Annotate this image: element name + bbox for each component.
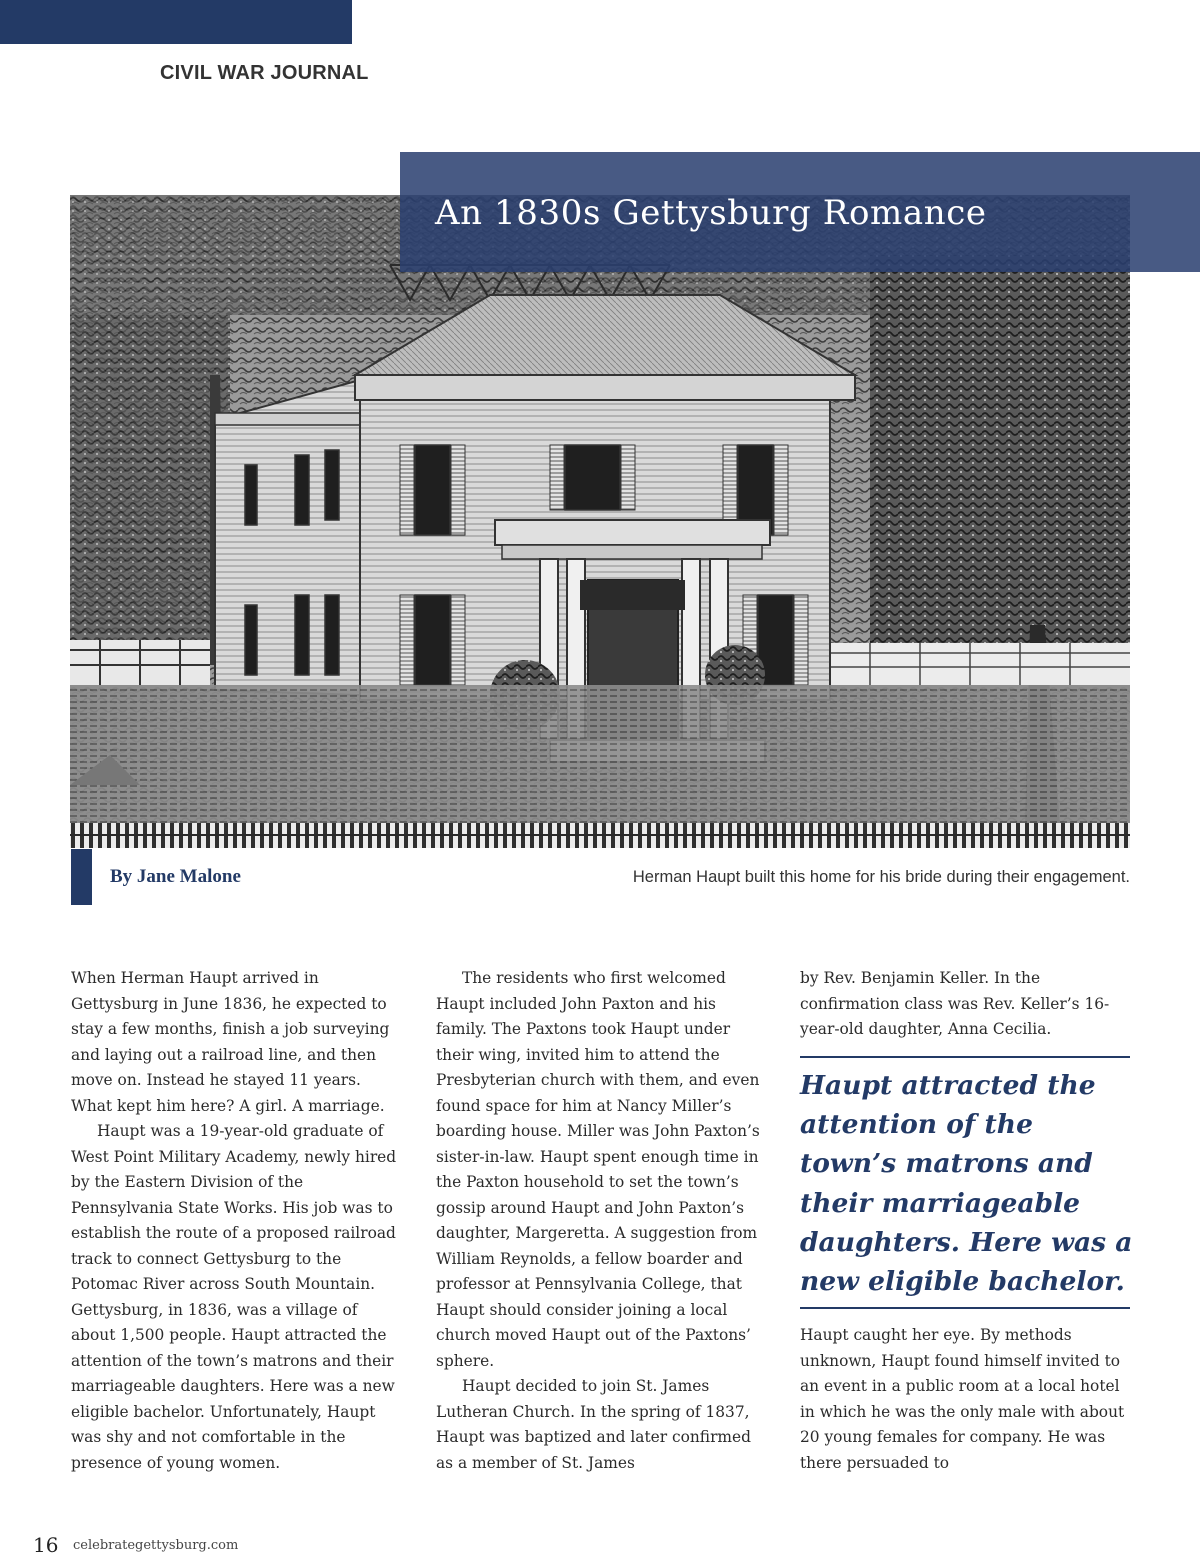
page-number: 16 [33, 1533, 59, 1557]
byline: By Jane Malone [110, 866, 241, 887]
pull-quote-rule-top [800, 1056, 1130, 1058]
column-2 [436, 966, 771, 1476]
pull-quote-rule-bottom [800, 1307, 1130, 1309]
paragraph: Haupt was a 19-year-old graduate of West Point Military Academy, newly hired by the Eastern Division of the Pennsylvania State Works. His job was to establish the route of a proposed railroad track to connect Gettysburg to the Potomac River across South Mountain. Gettysburg, in 1836, was a village of about 1,500 people. Haupt attracted the attention of the town’s matrons and their marriageable daughters. Here was a new eligible bachelor. Unfortunately, Haupt was shy and not comfortable in the presence of young women. [71, 1122, 397, 1472]
paragraph: When Herman Haupt arrived in Gettysburg in June 1836, he expected to stay a few months, finish a job surveying and laying out a railroad line, and then move on. Instead he stayed 11 years. What kept him here? A girl. A marriage. [71, 969, 390, 1115]
top-color-bar [0, 0, 352, 44]
pull-quote: Haupt attracted the attention of the town’s matrons and their marriageable daughters. Here was a new eligible bachelor. [800, 1070, 1133, 1298]
paragraph: by Rev. Benjamin Keller. In the confirmation class was Rev. Keller’s 16-year-old daughter, Anna Cecilia. [800, 969, 1110, 1038]
website-link[interactable]: celebrategettysburg.com [73, 1538, 239, 1553]
column-3-continued: Haupt caught her eye. By methods unknown, Haupt found himself invited to an event in a public room at a local hotel in which he was the only male with about 20 young females for company. He was there persuaded to [800, 1326, 1125, 1472]
article-title: An 1830s Gettysburg Romance [435, 193, 987, 233]
photo-caption: Herman Haupt built this home for his bride during their engagement. [632, 868, 1130, 886]
house-illustration [70, 195, 1130, 848]
section-label: CIVIL WAR JOURNAL [160, 62, 369, 84]
column-1 [71, 966, 406, 1476]
byline-accent-bar [71, 849, 92, 905]
column-3 [800, 966, 1130, 1043]
paragraph: The residents who first welcomed Haupt included John Paxton and his family. The Paxtons took Haupt under their wing, invited him to attend the Presbyterian church with them, and even found space for him at Nancy Miller’s boarding house. Miller was John Paxton’s sister-in-law. Haupt spent enough time in the Paxton household to set the town’s gossip around Haupt and John Paxton’s daughter, Margeretta. A suggestion from William Reynolds, a fellow boarder and professor at Pennsylvania College, that Haupt should consider joining a local church moved Haupt out of the Paxtons’ sphere. [436, 969, 760, 1370]
paragraph: Haupt decided to join St. James Lutheran Church. In the spring of 1837, Haupt was baptized and later confirmed as a member of St. James [436, 1377, 751, 1472]
